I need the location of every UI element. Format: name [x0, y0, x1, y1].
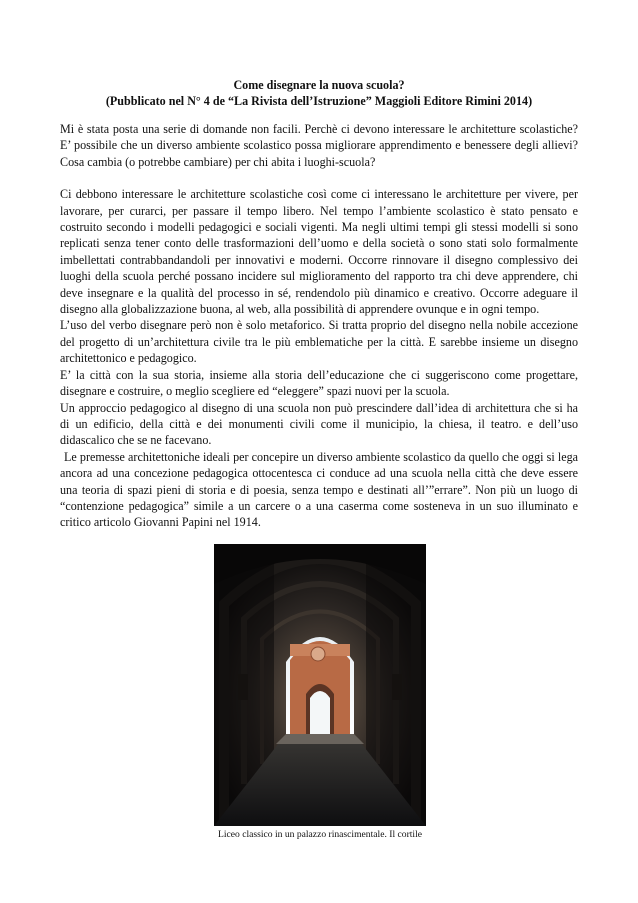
paragraph-6: Le premesse architettoniche ideali per concepire un diverso ambiente scolastico da quello che oggi si lega ancora ad una concezione pedagogica ottocentesca ci conduce ad una scuola nella città che deve essere una teoria di spazi pieni di storia e di poesia, senza tempo e destinati all’”errare”. Non più un luogo di “contenzione pedagogica” simile a un carcere o a una caserma come sosteneva in un suo illuminato e critico articolo Giovanni Papini nel 1914.	[60, 449, 578, 530]
courtyard-photo	[214, 544, 426, 826]
title-block	[60, 77, 578, 109]
paragraph-1: Mi è stata posta una serie di domande non facili. Perchè ci devono interessare le architetture scolastiche? E’ possibile che un diverso ambiente scolastico possa migliorare apprendimento e benessere degli allievi? Cosa cambia (o potrebbe cambiare) per chi abita i luoghi-scuola?	[60, 122, 578, 169]
paragraph-4: E’ la città con la sua storia, insieme alla storia dell’educazione che ci suggeriscono come progettare, disegnare e costruire, o meglio scegliere ed “eleggere” spazi nuovi per la scuola.	[60, 367, 578, 399]
article-body	[60, 121, 578, 531]
courtyard-illustration	[214, 544, 426, 826]
paragraph-5: Un approccio pedagogico al disegno di una scuola non può prescindere dall’idea di architettura che si ha di un edificio, della città e dei monumenti civili come il municipio, la chiesa, il teatro. e dell’uso didascalico che se ne facevano.	[60, 400, 578, 448]
document-title: Come disegnare la nuova scuola?	[233, 78, 405, 92]
photo-caption: Liceo classico in un palazzo rinascimentale. Il cortile	[217, 829, 423, 840]
paragraph-2: Ci debbono interessare le architetture scolastiche così come ci interessano le architetture per vivere, per lavorare, per curarci, per passare il tempo libero. Nel tempo l’ambiente scolastico è stato pensato e costruito secondo i modelli pedagogici e sociali vigenti. Ma negli ultimi tempi gli stessi modelli si sono replicati senza tener conto delle trasformazioni dell’uomo e della società o sono stati solo formalmente imbellettati contrabbandandoli per innovativi e moderni. Occorre rinnovare il disegno complessivo dei luoghi della scuola perché possano incidere sul miglioramento del rapporto tra chi deve apprendere, chi deve insegnare e la qualità del processo in sé, rendendolo più dinamico e creativo. Occorre adeguare il disegno alla globalizzazione buona, al web, alla possibilità di apprendere ovunque e in ogni tempo.	[60, 187, 578, 317]
document-subtitle: (Pubblicato nel N° 4 de “La Rivista dell’Istruzione” Maggioli Editore Rimini 2014)	[105, 94, 533, 108]
paragraph-3: L’uso del verbo disegnare però non è solo metaforico. Si tratta proprio del disegno nella nobile accezione del progetto di un’architettura civile tra le più emblematiche per la città. E sarebbe insieme un disegno architettonico e pedagogico.	[60, 318, 578, 366]
